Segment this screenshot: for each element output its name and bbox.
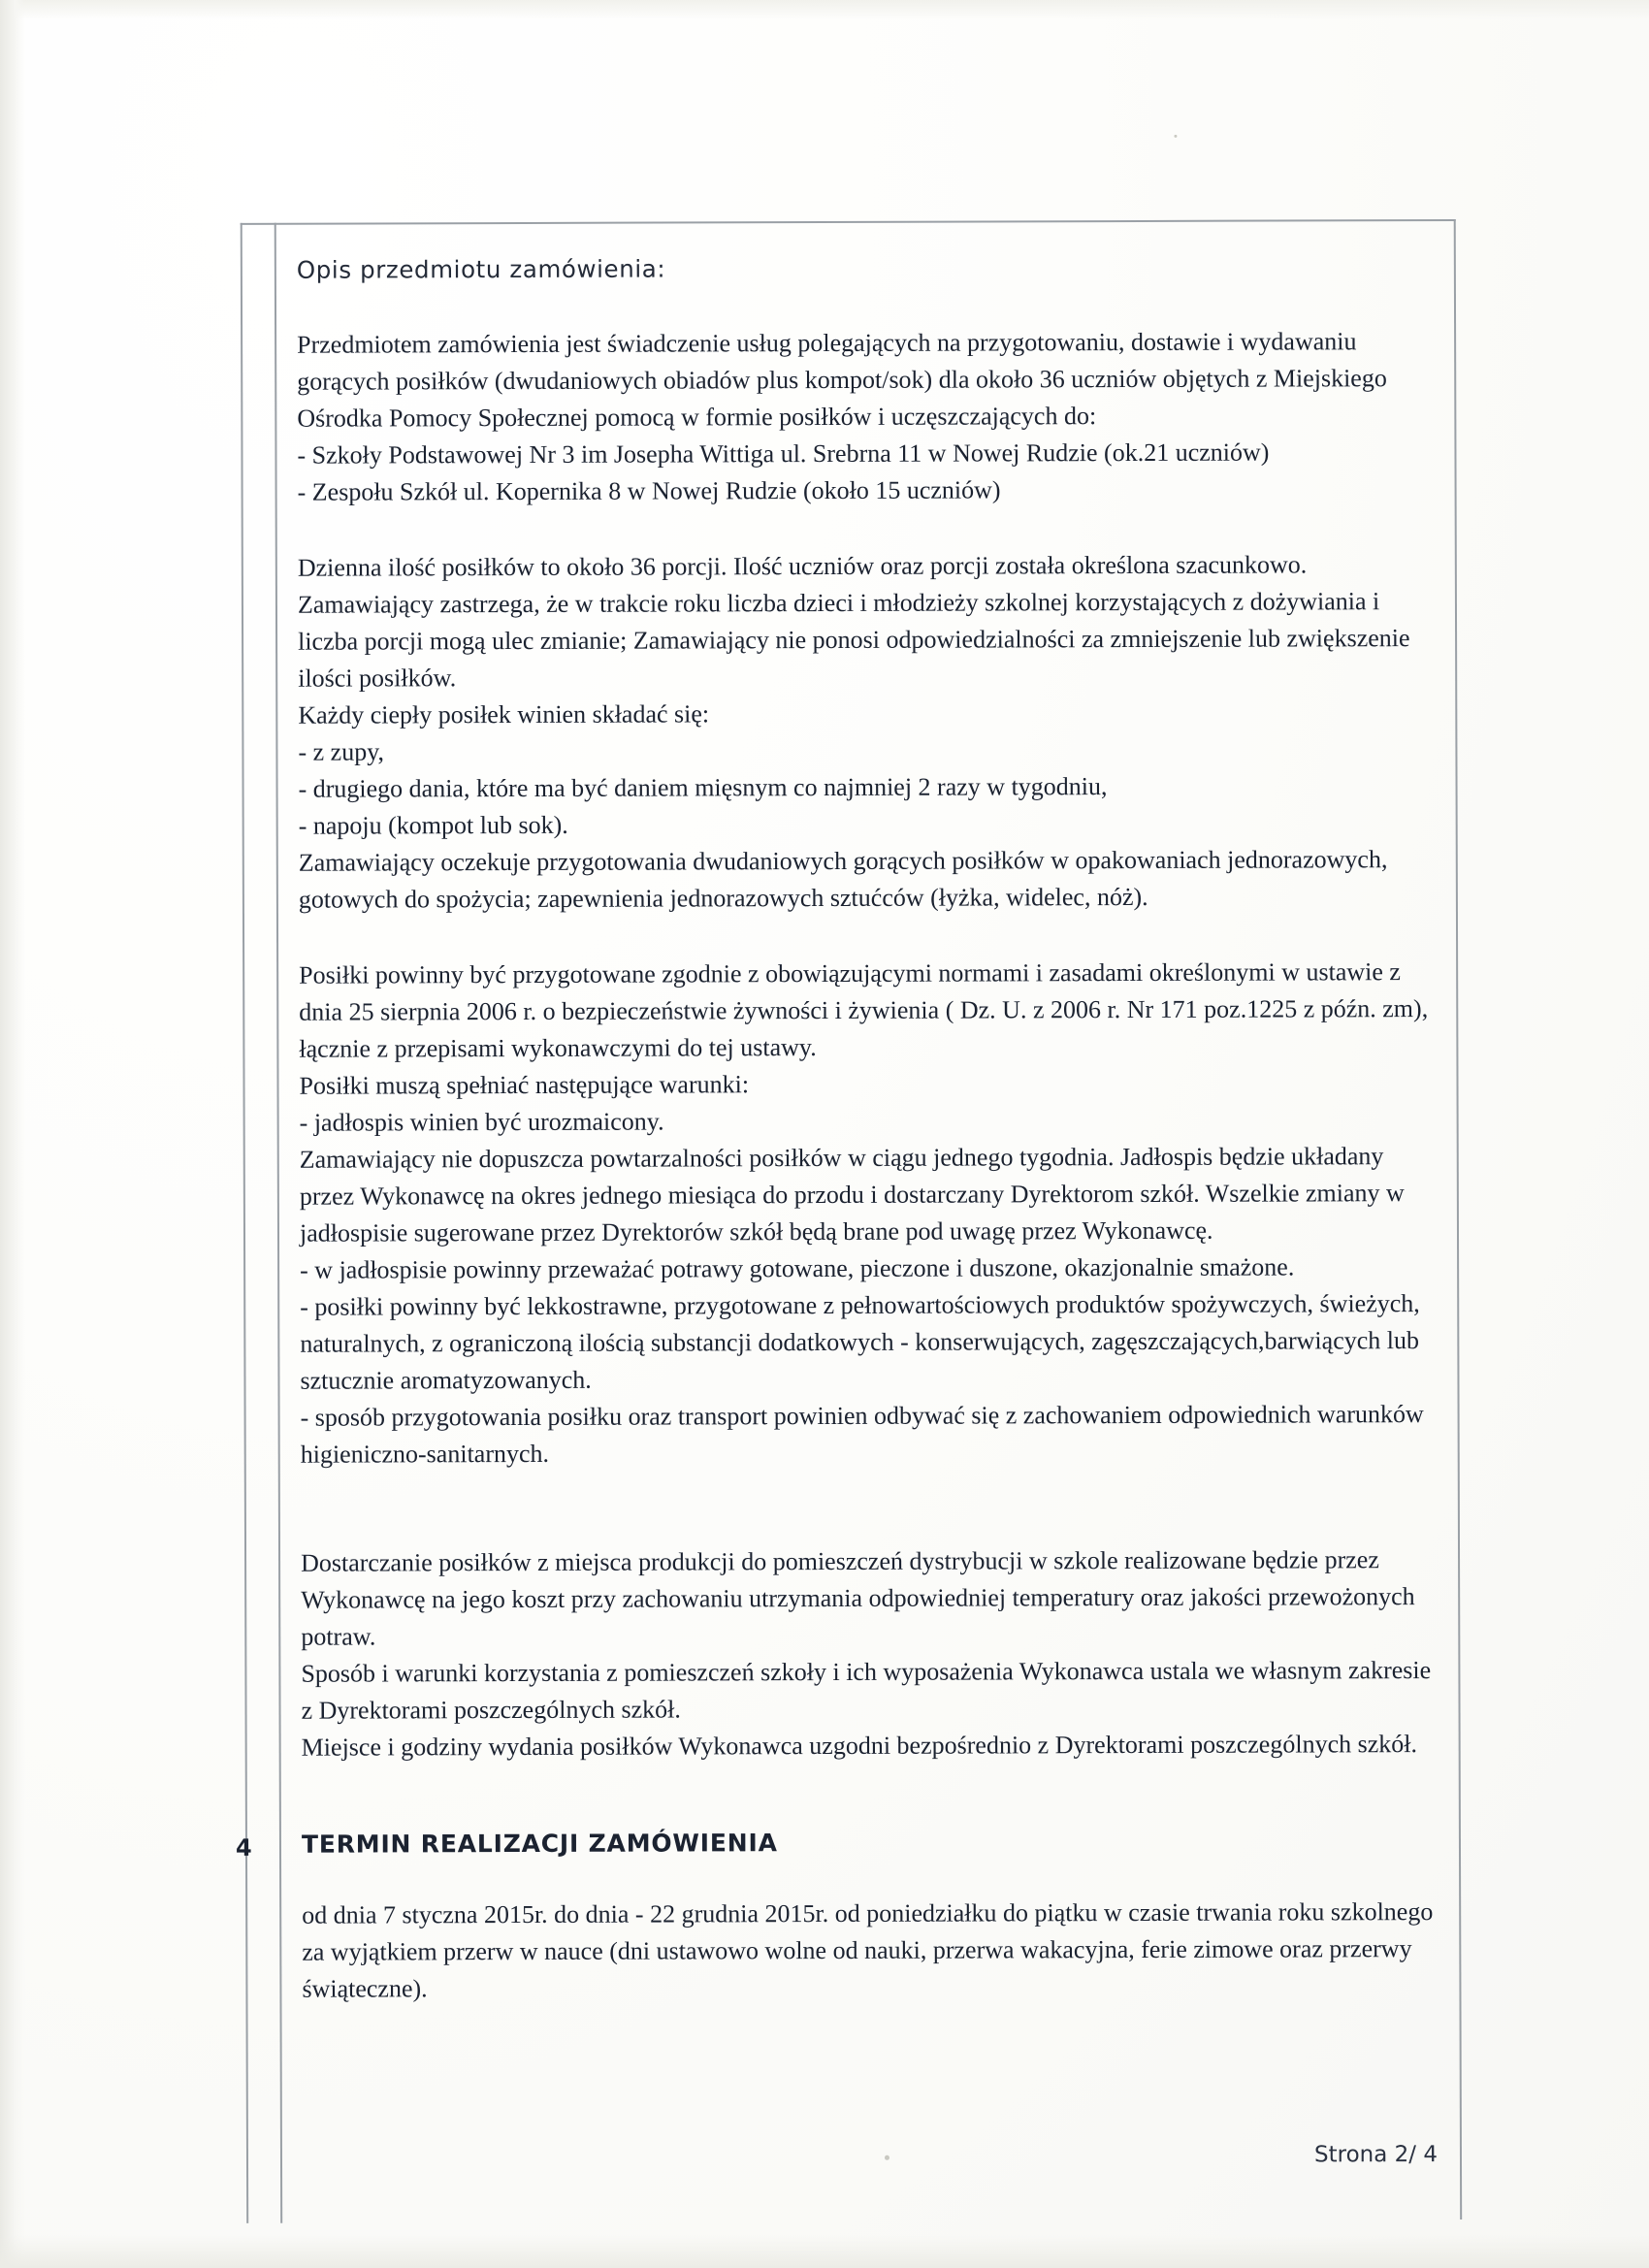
scan-edge-bottom (0, 2235, 1649, 2268)
spacer-3 (301, 1470, 1436, 1545)
section-term-of-order (235, 1827, 1437, 1862)
paragraph-term-dates: od dnia 7 styczna 2015r. do dnia - 22 grudnia 2015r. od poniedziałku do piątku w czasie trwania roku szkolnego za wyjątkiem przerw w nauce (dni ustawowo wolne od nauki, przerwa wakacyjna, ferie zimowe oraz przerwy świąteczne). (302, 1897, 1434, 2003)
table-border-outer-left (241, 223, 248, 2223)
page-footer: Strona 2/ 4 (1313, 2142, 1438, 2168)
paragraph-portions-and-composition: Dzienna ilość posiłków to około 36 porcji. Ilość uczniów oraz porcji została określona szacunkowo. Zamawiający zastrzega, że w trakcie roku liczba dzieci i młodzieży szkolnej korzystających z dożywiania i liczba porcji mogą ulec zmianie; Zamawiający nie ponosi odpowiedzialności za zmniejszenie lub zwiększenie ilości posiłków. Każdy ciepły posiłek winien składać się: - z zupy, - drugiego dania, które ma być daniem mięsnym co najmniej 2 razy w tygodniu, - napoju (kompot lub sok). Zamawiający oczekuje przygotowania dwudaniowych gorących posiłków w opakowaniach jednorazowych, gotowych do spożycia; zapewnienia jednorazowych sztućców (łyżka, widelec, nóż). (297, 550, 1410, 914)
table-border-inner-left (275, 223, 282, 2223)
section-number: 4 (235, 1833, 252, 1862)
table-border-right (1454, 219, 1462, 2219)
document-body (235, 252, 1438, 2008)
spacer-1 (298, 507, 1433, 550)
scan-speck (885, 2155, 889, 2160)
paragraph-delivery-conditions: Dostarczanie posiłków z miejsca produkcji do pomieszczeń dystrybucji w szkole realizowane będzie przez Wykonawcę na jego koszt przy zachowaniu utrzymania odpowiedniej temperatury oraz jakości przewożonych potraw. Sposób i warunki korzystania z pomieszczeń szkoły i ich wyposażenia Wykonawca ustala we własnym zakresie z Dyrektorami poszczególnych szkół. Miejsce i godziny wydania posiłków Wykonawca uzgodni bezpośrednio z Dyrektorami poszczególnych szkół. (301, 1545, 1432, 1762)
spacer-4 (302, 1855, 1437, 1897)
section-heading: TERMIN REALIZACJI ZAMÓWIENIA (301, 1829, 778, 1859)
scan-speck (1174, 135, 1177, 138)
paragraph-scope-of-order: Przedmiotem zamówienia jest świadczenie usług polegających na przygotowaniu, dostawie i wydawaniu gorących posiłków (dwudaniowych obiadów plus kompot/sok) dla około 36 uczniów objętych z Miejskiego Ośrodka Pomocy Społecznej pomocą w formie posiłków i uczęszczających do: - Szkoły Podstawowej Nr 3 im Josepha Wittiga ul. Srebrna 11 w Nowej Rudzie (ok.21 uczniów) - Zespołu Szkół ul. Kopernika 8 w Nowej Rudzie (około 15 uczniów) (297, 327, 1387, 506)
table-border-top (241, 219, 1456, 225)
section-subheading: Opis przedmiotu zamówienia: (296, 254, 666, 284)
scan-edge-left (0, 0, 25, 2268)
paragraph-food-safety-requirements: Posiłki powinny być przygotowane zgodnie z obowiązującymi normami i zasadami określonymi w ustawie z dnia 25 sierpnia 2006 r. o bezpieczeństwie żywności i żywienia ( Dz. U. z 2006 r. Nr 171 poz.1225 z późn. zm), łącznie z przepisami wykonawczymi do tej ustawy. Posiłki muszą spełniać następujące warunki: - jadłospis winien być urozmaicony. Zamawiający nie dopuszcza powtarzalności posiłków w ciągu jednego tygodnia. Jadłospis będzie układany przez Wykonawcę na okres jednego miesiąca do przodu i dostarczany Dyrektorom szkół. Wszelkie zmiany w jadłospisie sugerowane przez Dyrektorów szkół będą brane pod uwagę przez Wykonawcę. - w jadłospisie powinny przeważać potrawy gotowane, pieczone i duszone, okazjonalnie smażone. - posiłki powinny być lekkostrawne, przygotowane z pełnowartościowych produktów spożywczych, świeżych, naturalnych, z ograniczoną ilością substancji dodatkowych - konserwujących, zagęszczających,barwiących lub sztucznie aromatyzowanych. - sposób przygotowania posiłku oraz transport powinien odbywać się z zachowaniem odpowiednich warunków higieniczno-sanitarnych. (299, 957, 1429, 1469)
spacer-2 (299, 915, 1434, 957)
scan-edge-top (0, 0, 1649, 19)
